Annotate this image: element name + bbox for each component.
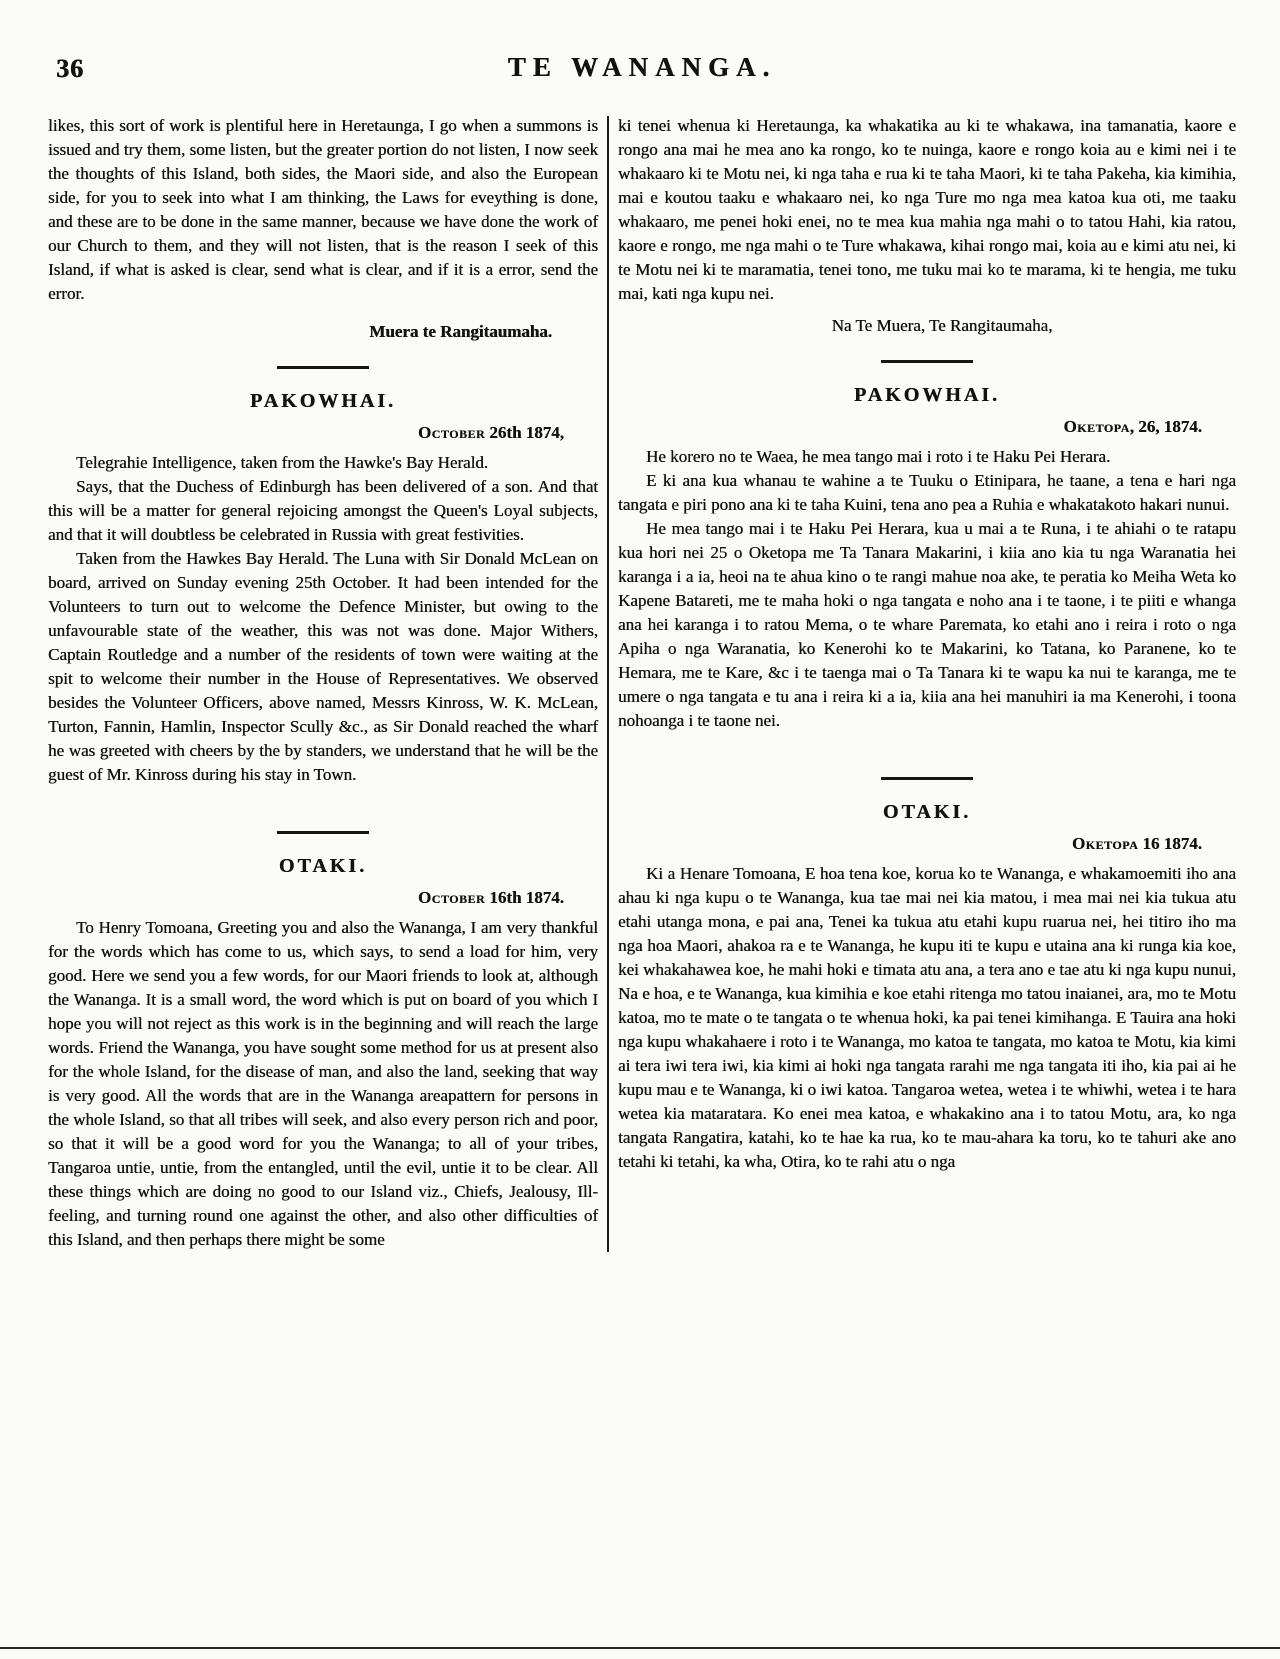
right-otaki-dateline [618,832,1236,856]
left-otaki-heading: OTAKI. [278,855,368,877]
dateline-rest: 16th 1874. [485,888,564,907]
left-column-english [48,114,598,1252]
section-divider-rule [881,360,973,363]
right-signature: Na Te Muera, Te Rangitaumaha, [831,316,1053,335]
dateline-month: October [417,888,486,907]
right-column-maori [618,114,1236,1252]
left-otaki-paragraph: To Henry Tomoana, Greeting you and also the Wananga, I am very thankful for the words which has come to us, which says, to send a load for him, very good. Here we send you a few words, for our Maori friends to look at, although the Wananga. It is a small word, the word which is put on board of you which I hope you will not reject as this work is in the beginning and will reach the large words. Friend the Wananga, you have sought some method for us at present also for the whole Island, for the disease of man, and also the land, seeking that way is very good. All the words that are in the Wananga areapattern for persons in the whole Island, so that all tribes will seek, and also every person rich and poor, so that it will be a good word for you the Wananga; to all of your tribes, Tangaroa untie, untie, from the entangled, until the evil, untie it to be clear. All these things which are doing no good to our Island viz., Chiefs, Jealousy, Ill-feeling, and turning round one against the other, and also other difficulties of this Island, and then perhaps there might be some [48,918,598,1249]
right-pakowhai-paragraph: He korero no te Waea, he mea tango mai i roto i te Haku Pei Herara. [646,447,1111,466]
right-pakowhai-heading: PAKOWHAI. [853,384,1001,406]
left-pakowhai-paragraph: Says, that the Duchess of Edinburgh has been delivered of a son. And that this will be a matter for general rejoicing amongst the Queen's Loyal subjects, and that it will doubtless be celebrated in Russia with great festivities. [48,477,598,544]
section-divider-rule [881,777,973,780]
page-number: 36 [56,54,84,83]
left-pakowhai-paragraph: Taken from the Hawkes Bay Herald. The Luna with Sir Donald McLean on board, arrived on Sunday evening 25th October. It had been intended for the Volunteers to turn out to welcome the Defence Minister, but owing to the unfavourable state of the weather, this was not was done. Major Withers, Captain Routledge and a number of the residents of town were waiting at the spit to welcome their number in the House of Representatives. We observed besides the Volunteer Officers, above named, Messrs Kinross, W. K. McLean, Turton, Fannin, Hamlin, Inspector Scully &c., as Sir Donald reached the wharf he was greeted with cheers by the by standers, we understand that he will be the guest of Mr. Kinross during his stay in Town. [48,549,598,784]
right-otaki-paragraph: Ki a Henare Tomoana, E hoa tena koe, korua ko te Wananga, e whakamoemiti iho ana ahau ki nga kupu o te Wananga, kua tae mai nei kia matou, i mea mai nei kia tukua atu etahi utanga mona, e pai ana, Tenei ka tukua atu etahi kupu ruarua nei, hei titiro iho ma nga hoa Maori, ahakoa ra e te Wananga, he kupu iti te kupu e utaina ana ki runga kia koe, kei whakahawea koe, he mahi hoki e timata atu ana, a tera ano e tae atu ki nga kupu nunui, Na e hoa, e te Wananga, kua kimihia e koe etahi ritenga mo tatou inaianei, ara, mo te Motu katoa, mo te mate o te tangata o te whenua hoki, ka pai tenei kimihanga. E Tauira ana hoki nga kupu whakahaere i roto i te Wananga, mo katoa te tangata, mo katoa te Motu, kia kimi ai tera iwi tera iwi, kia kimi ai hoki nga tangata rarahi me nga tangata iti iho, kia pai ai he kupu mau e te Wananga, ki o iwi katoa. Tangaroa wetea, wetea i te whiwhi, wetea i te hara wetea kia mataratara. Ko enei mea katoa, e whakakino ana i to tatou Motu, ara, ko nga tangata Rangatira, katahi, ko te hae ka rua, ko te mau-ahara ka toru, ko te tahuri ake ano tetahi ki tetahi, ka wha, Otira, ko te rahi atu o nga [618,864,1236,1171]
right-pakowhai-dateline [618,415,1236,439]
left-continuation-paragraph: likes, this sort of work is plentiful here in Heretaunga, I go when a summons is issued and try them, some listen, but the greater portion do not listen, I now seek the thoughts of this Island, both sides, the Maori side, and also the European side, for you to seek into what I am thinking, the Laws for eveything is done, and these are to be done in the same manner, because we have done the work of our Church to them, and they will not listen, that is the reason I seek of this Island, if what is asked is clear, send what is clear, and if it is a error, send the error. [48,116,598,303]
dateline-rest: 16 1874. [1138,834,1202,853]
paper-title: TE WANANGA. [507,52,777,82]
right-otaki-heading: OTAKI. [882,801,972,823]
section-divider-rule [277,831,369,834]
left-pakowhai-heading: PAKOWHAI. [249,390,397,412]
dateline-month: Oketopa [1071,834,1139,853]
column-divider-rule [607,116,609,1252]
left-otaki-dateline [48,886,598,910]
section-divider-rule [277,366,369,369]
left-pakowhai-paragraph: Telegrahie Intelligence, taken from the Hawke's Bay Herald. [76,453,489,472]
masthead [48,46,1236,100]
right-pakowhai-paragraph: He mea tango mai i te Haku Pei Herara, kua u mai a te Runa, i te ahiahi o te ratapu kua hori nei 25 o Oketopa me Ta Tanara Makarini, i kiia ano kia tu nga Waranatia hei karanga i a ia, heoi na te ahua kino o te rangi mahue noa ake, te peratia ko Meiha Weta ko Kapene Batareti, me te maha hoki o nga tangata e noho ana i te taone, i te piiti e whanga ana hei karanga i to ratou Mema, o te whare Paremata, ko etahi ano i reira i roto o nga Apiha o nga Waranatia, ko Kenerohi ko te Makarini, ko Tatana, ko Paranene, ko te Hemara, me te Kare, &c i te taenga mai o Ta Tanara ki te wapu ka nui te karanga, me te umere o nga tangata e tu ana i reira ki a ia, kiia ana hei manuhiri ia ma Kenerohi, i toona nohoanga i te taone nei. [618,519,1236,730]
right-continuation-paragraph: ki tenei whenua ki Heretaunga, ka whakatika au ki te whakawa, ina tamanatia, kaore e rongo ana mai he mea ano ka rongo, ko te nuinga, kaore e rongo koia au e kimi nei i te whakaaro ki te Motu nei, ki nga taha e rua ki te taha Maori, ki te taha Pakeha, kia kimihia, mai e koutou taaku e whakaaro nei, ko nga Ture mo nga mea katoa kua oti, me taaku whakaaro, me penei hoki enei, no te mea kua mahia nga mahi o to tatou Hahi, kia ratou, kaore e rongo, me nga mahi o te Ture whakawa, kihai rongo mai, koia au e kimi atu nei, ki te Motu nei ki te maramatia, tenei tono, me tuku mai ko te marama, ki te hengia, me tuku mai, kati nga kupu nei. [618,116,1236,303]
dateline-month: Oketopa [1063,417,1130,436]
page-bottom-edge-rule [0,1647,1280,1649]
two-column-body [48,114,1236,1252]
left-pakowhai-dateline [48,421,598,445]
dateline-rest: , 26, 1874. [1129,417,1202,436]
left-signature: Muera te Rangitaumaha. [369,322,552,341]
right-pakowhai-paragraph: E ki ana kua whanau te wahine a te Tuuku o Etinipara, he taane, a tena e hari nga tangata e piri pono ana ki te taha Kuini, tena ano pea a Ruhia e whakatakoto hakari nunui. [618,471,1236,514]
dateline-month: October [417,423,486,442]
dateline-rest: 26th 1874, [485,423,564,442]
